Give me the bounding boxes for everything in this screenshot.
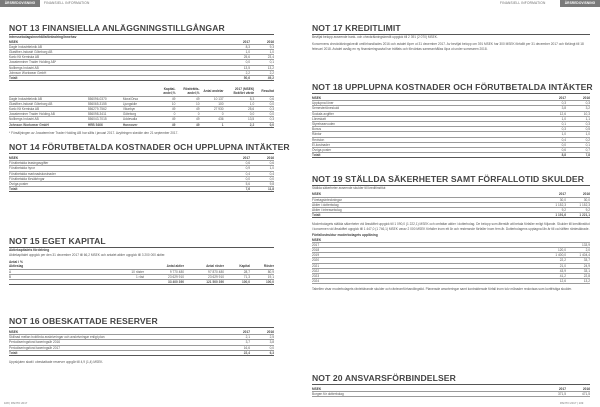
cell: 1,0 [542, 132, 566, 137]
cell: 0,3 [254, 117, 274, 122]
note15-class-label: Antal i % [9, 259, 23, 264]
note19-text2: Tabellen visar moderbolagets räntebärande skulder och ränteomförhandlingstid. Planerade amorteringar samt kontrakterade förfall inom tolv månader redovisas som kortfristiga skulder. [312, 287, 572, 292]
note20-table [312, 387, 590, 397]
cell: 3,7 [226, 340, 250, 345]
cell: 0,0 [226, 60, 250, 65]
note13 [9, 23, 274, 135]
cell: 33 400 390 [144, 280, 184, 285]
cell: 9 770 480 [144, 269, 184, 274]
cell: 2,2 [250, 70, 274, 75]
col-header: Antal röster [184, 264, 224, 269]
cell: Totalt [9, 187, 226, 192]
cell: 30,0 [566, 197, 590, 202]
cell: Johnson Workwear GmbH [9, 122, 88, 127]
cell: Totalt [312, 153, 542, 158]
left-section-tab: ÅRSREDOVISNING [0, 0, 40, 7]
cell: Göteborg [123, 112, 154, 117]
col-header [123, 87, 154, 96]
cell: 0,0 [250, 176, 274, 181]
cell: 97 870 480 [184, 269, 224, 274]
cell: Karlo Kit Kemiska AB [9, 107, 88, 112]
cell: 49,2 [250, 76, 274, 81]
cell: 21,0 [542, 263, 566, 268]
cell: 0,1 [566, 142, 590, 147]
cell: 43,9 [542, 268, 566, 273]
note14-table [9, 156, 274, 192]
cell: 49 [154, 117, 176, 122]
cell: 13,2 [250, 65, 274, 70]
cell: 0,6 [254, 96, 274, 101]
cell: Revision [312, 137, 542, 142]
col-header: Antal aktier [144, 264, 184, 269]
cell: Johnson Workwear GmbH [9, 70, 226, 75]
cell: HRB 5466 [88, 122, 123, 127]
note18-rule [312, 93, 590, 94]
cell: Jowaterminer Trader Holding AB* [9, 60, 226, 65]
cell: 50,6 [226, 76, 250, 81]
cell: 22,4 [226, 350, 250, 355]
cell: 0,4 [250, 171, 274, 176]
cell: 8,3 [224, 96, 255, 101]
cell: 49 [154, 96, 176, 101]
total-row [312, 153, 590, 158]
cell: 1,1 [566, 116, 590, 121]
col-header: MSEK [9, 330, 226, 335]
cell: 13,5 [224, 117, 255, 122]
cell: 0,0 [250, 345, 274, 350]
note18-title: NOT 18 UPPLUPNA KOSTNADER OCH FÖRUTBETALDA INTÄKTER [312, 82, 593, 92]
cell: 11,8 [250, 187, 274, 192]
cell: 10 [154, 101, 176, 106]
cell: 2,2 [224, 122, 255, 127]
cell: 12,6 [542, 279, 566, 284]
cell: 0 [199, 112, 223, 117]
col-header: MSEK [312, 192, 542, 197]
cell: 1 404,4 [566, 253, 590, 258]
cell: 1 [199, 122, 223, 127]
cell: 121 500 390 [184, 280, 224, 285]
cell: Övriga poster [9, 182, 226, 187]
cell: 12,6 [542, 111, 566, 116]
cell: 3,2 [566, 106, 590, 111]
cell: 1 152,3 [566, 202, 590, 207]
note17-text1: Beviljat belopp avseende bank- och checkräkningskredit uppgick till 2 391 (2 070) MSEK. [312, 35, 438, 39]
cell: 23,4 [250, 55, 274, 60]
col-header: 2016 [566, 387, 590, 392]
col-header: 2016 [566, 192, 590, 197]
cell: 0 [154, 112, 176, 117]
cell: 2020 [312, 258, 542, 263]
cell: 2021 [312, 263, 542, 268]
col-header: Röstträtts-andel,% [175, 87, 199, 96]
col-header: MSEK [9, 156, 226, 161]
note19-subtitle2: Förfallostruktur moderbolagets upplåning [312, 232, 378, 237]
col-header: 2017 [542, 96, 566, 101]
cell: Löneskatt [312, 116, 542, 121]
cell: Hannover [123, 122, 154, 127]
cell: 436 [199, 117, 223, 122]
cell: 1,0 [226, 50, 250, 55]
cell [9, 280, 81, 285]
cell: 33,7 [566, 258, 590, 263]
note13-footnote: * Försäljningen av Jowaterminer Trader Holding AB har sålts i januari 2017. Avyttringen skedde den 21 september 2017. [9, 130, 179, 135]
note17 [312, 23, 590, 51]
total-row [9, 187, 274, 192]
cell: 556279-7562 [88, 107, 123, 112]
cell: 33,1 [566, 268, 590, 273]
note15-table [9, 264, 274, 285]
cell: Jowaterminer Trader Holding AB [9, 112, 88, 117]
note16-footnote: Uppskjuten skatt i obeskattade reserver uppgår till 4,9 (1,4) MSEK. [9, 360, 104, 365]
cell: 23 629 910 [144, 274, 184, 279]
cell: Övriga poster [312, 148, 542, 153]
total-row [9, 280, 274, 285]
note20-rule [312, 384, 590, 385]
note19-subtitle: Ställda säkerheter avseende skulder till kreditinstitut [312, 186, 386, 190]
cell: B [9, 274, 81, 279]
cell: Dagle Industriteknik AB [9, 44, 226, 49]
cell: 2024 [312, 279, 542, 284]
cell: 0,4 [542, 137, 566, 142]
col-header [88, 87, 123, 96]
col-header: MSEK [312, 387, 542, 392]
cell: 49 [154, 107, 176, 112]
note19-maturity-table [312, 238, 590, 285]
note18-table [312, 96, 590, 158]
total-row [9, 76, 274, 81]
cell: Periodiseringsfond taxeringsår 2017 [9, 345, 226, 350]
cell: 2018 [312, 247, 542, 252]
cell: 0,7 [566, 148, 590, 153]
note13-title: NOT 13 FINANSIELLA ANLÄGGNINGSTILLGÅNGAR [9, 23, 225, 33]
col-header: 2017 [226, 156, 250, 161]
col-header: 2017 [542, 192, 566, 197]
cell: Förutbetalda marknadskostnader [9, 171, 226, 176]
cell: Förutbetalda leasingavgifter [9, 161, 226, 166]
cell: 23 629 910 [184, 274, 224, 279]
cell: 2022 [312, 268, 542, 273]
cell: Företagsinteckningar [312, 197, 542, 202]
cell: 7,6 [226, 187, 250, 192]
note16 [9, 316, 274, 364]
cell: 2,0 [566, 247, 590, 252]
cell: Sociala avgifter [312, 111, 542, 116]
note15-text: Aktiekapitalet uppgick per den 31 december 2017 till 66,2 MSEK och antalet aktier uppgick till 3 200 000 aktier. [9, 252, 166, 257]
cell: Ljungskile [123, 101, 154, 106]
cell: Förutbetalda försäkringar [9, 176, 226, 181]
right-page [312, 0, 593, 407]
cell: 71,3 [224, 274, 250, 279]
total-row [9, 350, 274, 355]
note15-subtitle: Aktiekapitalets fördelning [9, 248, 50, 252]
note15 [9, 236, 274, 285]
note13-table2 [9, 87, 274, 128]
cell: 0,3 [254, 107, 274, 112]
note14 [9, 142, 290, 192]
note18 [312, 82, 593, 158]
note17-title: NOT 17 KREDITLIMIT [312, 23, 401, 33]
note19-text: Moderbolagets ställda säkerheter vid årsskiftet uppgick till 1 090,0 (1 222,1) MSEK och omfattar aktier i dotterbolag. De belopp som återstår att betala förfaller enligt följande. Skulder till kreditinstitut i koncernen vid årsskiftet uppgick till 1 447,0 (1 746,1) MSEK varav 2 000 MSEK förfaller inom ett år och resterande förfaller inom fem år. Dotterbolagens upptagna lån är till ca hälften räntesäkrade. [312, 222, 590, 231]
note16-title: NOT 16 OBESKATTADE RESERVER [9, 316, 158, 326]
col-header: Aktieslag [9, 264, 81, 269]
note13-subtitle: Intressebolagsinnehållsförändring/Innehav [9, 35, 77, 39]
cell: 0,0 [542, 142, 566, 147]
cell: 0,5 [566, 127, 590, 132]
note15-title: NOT 15 EGET KAPITAL [9, 236, 106, 246]
cell: Borgen för dotterbolag [312, 392, 542, 397]
cell: 30,0 [542, 197, 566, 202]
cell: 0,0 [224, 112, 255, 117]
cell: 471,5 [566, 392, 590, 397]
note19-title: NOT 19 STÄLLDA SÄKERHETER SAMT FÖRFALLOTID SKULDER [312, 174, 585, 184]
cell: 24,9 [566, 263, 590, 268]
col-header: MSEK [312, 238, 542, 243]
cell: 1,0 [250, 166, 274, 171]
cell: 25,6 [224, 107, 255, 112]
cell: 1,0 [224, 101, 255, 106]
cell: 0,3 [566, 101, 590, 106]
cell: 1,0 [566, 132, 590, 137]
cell: 556065-3155 [88, 101, 123, 106]
col-header [9, 87, 88, 96]
cell: 9,3 [250, 44, 274, 49]
cell: 2019 [312, 253, 542, 258]
cell: 0,0 [226, 176, 250, 181]
cell: Nollbergs Industri AB [9, 65, 226, 70]
cell: 0,0 [254, 122, 274, 127]
cell: 25,6 [226, 55, 250, 60]
col-header: 2017 [226, 40, 250, 45]
cell: 0,6 [250, 161, 274, 166]
cell: 7,8 [566, 153, 590, 158]
cell: Totalt [9, 76, 226, 81]
cell: 133,9 [566, 242, 590, 247]
cell: 3,8 [250, 340, 274, 345]
cell: 2,2 [226, 70, 250, 75]
cell: 5,6 [226, 182, 250, 187]
note16-rule [9, 327, 274, 328]
cell: 41,2 [542, 273, 566, 278]
cell: Förutbetalda hyror [9, 166, 226, 171]
cell: 19,1 [250, 274, 274, 279]
cell: 16,6 [226, 345, 250, 350]
cell: 13,5 [226, 65, 250, 70]
table-row [9, 122, 274, 127]
cell: 1 400,0 [542, 253, 566, 258]
note20 [312, 373, 590, 397]
cell: 120,0 [542, 247, 566, 252]
cell [81, 280, 144, 285]
col-header: Resultat [254, 87, 274, 96]
note19-table [312, 192, 590, 218]
cell: 1,0 [250, 50, 274, 55]
note14-rule [9, 153, 274, 154]
cell: 1,0 [542, 116, 566, 121]
cell: 9,8 [250, 182, 274, 187]
cell: Bonus [312, 127, 542, 132]
cell: 556096-0370 [88, 96, 123, 101]
cell: Karlo Kit Kemiska AB [9, 55, 226, 60]
left-header-title: FINANSIELL INFORMATION [44, 1, 90, 5]
cell: 0,0 [254, 112, 274, 117]
col-header: 2016 [250, 156, 274, 161]
note19 [312, 174, 590, 292]
col-header: MSEK [9, 40, 226, 45]
cell: 100,0 [224, 280, 250, 285]
cell: 371,5 [542, 392, 566, 397]
cell: Skillnad mellan bokförda avskrivningar och avskrivningar enligt plan [9, 335, 226, 340]
cell: Upplupna löner [312, 101, 542, 106]
note14-title: NOT 14 FÖRUTBETALDA KOSTNADER OCH UPPLUPNA INTÄKTER [9, 142, 290, 152]
cell: 0,9 [226, 166, 250, 171]
cell: 0,1 [250, 60, 274, 65]
cell: 10,3 [566, 111, 590, 116]
col-header: Kapital-andel,% [154, 87, 176, 96]
cell: 556043-7015 [88, 117, 123, 122]
cell: 2,1 [226, 335, 250, 340]
cell: 49 [154, 122, 176, 127]
table-row [312, 392, 590, 397]
cell: 49 [175, 96, 199, 101]
right-header-title: FINANSIELL INFORMATION [500, 1, 546, 5]
cell: Uddevalla [123, 117, 154, 122]
cell: 27 930 [199, 107, 223, 112]
cell: 13,2 [566, 279, 590, 284]
col-header: 2016 [250, 40, 274, 45]
cell: 2023 [312, 273, 542, 278]
cell: 10 137 [199, 96, 223, 101]
cell: Semesterlöneskuld [312, 106, 542, 111]
cell: 0,6 [226, 161, 250, 166]
note20-title: NOT 20 ANSVARSFÖRBINDELSER [312, 373, 456, 383]
cell: Nollbergs Industri AB [9, 117, 88, 122]
cell: 0,1 [542, 122, 566, 127]
cell: Vikarbyn [123, 107, 154, 112]
total-row [312, 213, 590, 218]
cell: 2017 [312, 242, 542, 247]
cell: Totalt [9, 350, 226, 355]
cell: Aktier i intressebolag [312, 207, 542, 212]
cell: 0,0 [254, 101, 274, 106]
col-header: Antal andelar [199, 87, 223, 96]
col-header: MSEK [312, 96, 542, 101]
cell: 1 152,3 [542, 202, 566, 207]
cell: 0 [175, 112, 199, 117]
col-header: 2016 [250, 330, 274, 335]
cell: Periodiseringsfond taxeringsår 2016 [9, 340, 226, 345]
cell: 8,8 [542, 153, 566, 158]
note16-table [9, 330, 274, 356]
cell: Dagle Industriteknik AB [9, 96, 88, 101]
cell: 0,2 [566, 137, 590, 142]
cell: 6,3 [250, 350, 274, 355]
cell: 1 röst [81, 274, 144, 279]
cell: Aktier i dotterbolag [312, 202, 542, 207]
right-section-tab: ÅRSREDOVISNING [560, 0, 600, 7]
cell: Totalt [312, 213, 542, 218]
cell: 0,3 [542, 101, 566, 106]
left-footer: 108 | PANTO 2017 [4, 401, 28, 405]
cell: 49 [175, 122, 199, 127]
cell: 10 [175, 101, 199, 106]
left-page [9, 0, 290, 407]
cell: Räntor [312, 132, 542, 137]
cell: 28,7 [224, 269, 250, 274]
cell: 49 [175, 107, 199, 112]
cell: 1 191,6 [542, 213, 566, 218]
cell: 3,8 [542, 106, 566, 111]
table-row [312, 279, 590, 284]
cell: 9,2 [566, 207, 590, 212]
cell: 100,0 [250, 280, 274, 285]
cell: 0,6 [542, 148, 566, 153]
cell: 8,3 [226, 44, 250, 49]
cell: Glasfiber-Industri Göteborg AB [9, 101, 88, 106]
col-header: 2016 [566, 96, 590, 101]
cell: 22,8 [566, 273, 590, 278]
cell: Styrelsearvoden [312, 122, 542, 127]
cell: 22,2 [542, 258, 566, 263]
cell: El-kostnader [312, 142, 542, 147]
note17-text2: Koncernens checkräkningskredit omförhandlades 2016 och avtalet löper ut 31 december 2017. Av beviljat belopp om 391 MSEK har 300 MSEK förfallit per 31 december 2017 och förlängt till 18 februari 2018. Avtalet avsåg en ny finansieringsavtal har träffats och förväntas sammanhållas löpa ut under sommaren 2018. [312, 42, 584, 51]
col-header: 2017 [226, 330, 250, 335]
col-header: Kapital [224, 264, 250, 269]
cell: Glasfiber-Industri Göteborg AB [9, 50, 226, 55]
col-header: 2017 (MSEK) Bokfört värde [224, 87, 255, 96]
cell: 2,5 [250, 335, 274, 340]
cell: 80,9 [250, 269, 274, 274]
cell: 10 röster [81, 269, 144, 274]
cell: 9,2 [542, 207, 566, 212]
cell: 100 [199, 101, 223, 106]
cell: 1 221,1 [566, 213, 590, 218]
cell: 0,3 [542, 127, 566, 132]
cell: 556098-3411 [88, 112, 123, 117]
right-footer: PANTO 2017 | 109 [560, 401, 584, 405]
cell: A [9, 269, 81, 274]
cell: 0,3 [566, 122, 590, 127]
cell: Mora/Orsa [123, 96, 154, 101]
cell: 49 [175, 117, 199, 122]
col-header: 2017 [542, 387, 566, 392]
col-header: Röster [250, 264, 274, 269]
cell: 0,4 [226, 171, 250, 176]
note13-table1 [9, 40, 274, 82]
